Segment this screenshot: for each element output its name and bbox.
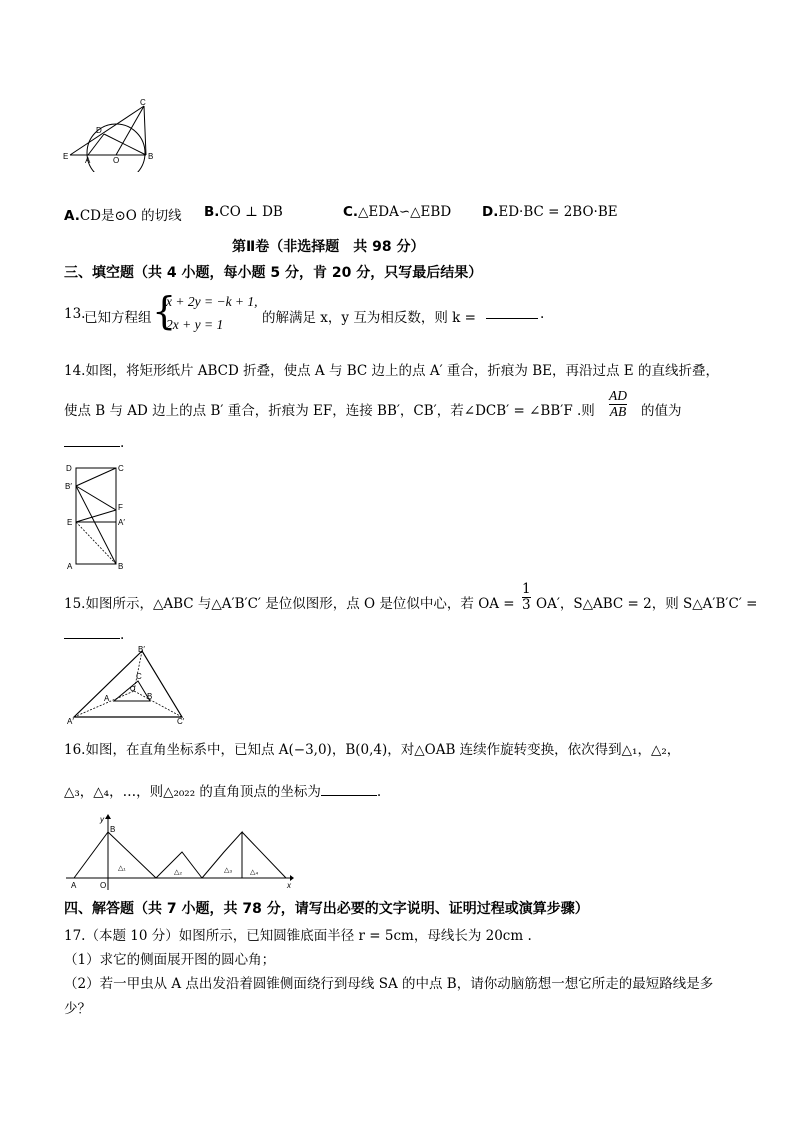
q13-post: 的解满足 x，y 互为相反数，则 k =: [262, 310, 476, 326]
q15-label-b1: B′: [138, 645, 145, 654]
q16-line1: 16.如图，在直角坐标系中，已知点 A(−3,0)，B(0,4)，对△OAB 连续作旋转变换，依次得到△₁，△₂，: [64, 742, 681, 758]
q12-label-o: O: [113, 156, 120, 165]
q12-label-e: E: [63, 152, 69, 161]
q15-fraction: $\frac{1}{3}$: [522, 581, 531, 613]
q17-part2-line2: 少？: [64, 1001, 91, 1017]
section-3-heading: 三、填空题（共 4 小题，每小题 5 分，肯 20 分，只写最后结果）: [64, 265, 483, 281]
q16-label-y: y: [100, 815, 104, 824]
q14-label-f: F: [118, 503, 123, 512]
q14-label-a: A: [67, 562, 73, 571]
q15-label-c1: C′: [177, 717, 185, 725]
q14-label-a1: A′: [118, 518, 125, 527]
q16-label-x: x: [287, 881, 291, 890]
q14-fraction: $\frac{AD}{AB}$: [609, 388, 627, 419]
q13-number: 13.: [64, 306, 86, 322]
q15-label-a1: A′: [67, 717, 74, 725]
q16-rotation-figure: [64, 812, 296, 892]
q17-part1: （1）求它的侧面展开图的圆心角；: [64, 952, 276, 968]
q13-pre: 已知方程组: [84, 310, 152, 326]
q14-label-c: C: [118, 464, 124, 473]
q16-answer-blank: [321, 783, 377, 796]
option-c: C.△EDA∽△EBD: [343, 204, 452, 220]
q16-label-t1: △₁: [118, 865, 126, 872]
q16-label-t4: △₄: [250, 869, 259, 876]
section-4-heading: 四、解答题（共 7 小题，共 78 分，请写出必要的文字说明、证明过程或演算步骤）: [64, 901, 589, 917]
q13-eq1: x + 2y = −k + 1,: [166, 294, 258, 309]
q12-label-d: D: [96, 126, 102, 135]
q16-label-a: A: [71, 881, 77, 890]
q15-answer-blank: [64, 626, 120, 639]
q16-label-t2: △₂: [174, 869, 183, 876]
q12-label-a: A: [85, 156, 91, 165]
q14-label-e: E: [67, 518, 73, 527]
q12-label-b: B: [148, 152, 154, 161]
q15-label-a: A: [104, 694, 110, 703]
q13-brace: {: [152, 289, 177, 333]
q14-label-b: B: [118, 562, 124, 571]
q15-answer-line: .: [64, 626, 124, 643]
q17-part2-line1: （2）若一甲虫从 A 点出发沿着圆锥侧面绕行到母线 SA 的中点 B，请你动脑筋想一想它所走的最短路线是多: [64, 976, 714, 992]
q13-answer-blank: [486, 306, 538, 319]
q16-line2: △₃，△₄，…，则△₂₀₂₂ 的直角顶点的坐标为 .: [64, 784, 382, 800]
q12-circle-figure: [60, 96, 160, 172]
q16-label-t3: △₃: [224, 867, 233, 874]
q17-stem: 17.（本题 10 分）如图所示，已知圆锥底面半径 r = 5cm，母线长为 20cm .: [64, 928, 532, 944]
q12-label-c: C: [140, 98, 146, 107]
q14-label-b1: B′: [65, 482, 72, 491]
q15-homothety-figure: [64, 645, 194, 725]
q15-label-b: B: [147, 692, 153, 701]
option-a: A.CD是⊙O 的切线: [64, 208, 182, 224]
q15-label-c: C: [136, 672, 142, 681]
q14-rectangle-figure: [64, 462, 134, 572]
q14-answer-blank: [64, 434, 120, 447]
q13-end: .: [540, 306, 545, 322]
q16-label-b: B: [110, 825, 116, 834]
q15-label-o: O: [130, 686, 136, 693]
volume-title: 第Ⅱ卷（非选择题 共 98 分）: [232, 239, 425, 255]
option-b: B.CO ⊥ DB: [204, 204, 283, 220]
q14-line1: 14.如图，将矩形纸片 ABCD 折叠，使点 A 与 BC 边上的点 A′ 重合，折痕为 BE，再沿过点 E 的直线折叠，: [64, 363, 719, 379]
q13-eq2: 2x + y = 1: [166, 317, 224, 332]
option-d: D.ED·BC = 2BO·BE: [482, 204, 618, 220]
q16-label-o: O: [100, 881, 107, 890]
q14-label-d: D: [66, 464, 72, 473]
q14-answer-line: .: [64, 434, 124, 451]
